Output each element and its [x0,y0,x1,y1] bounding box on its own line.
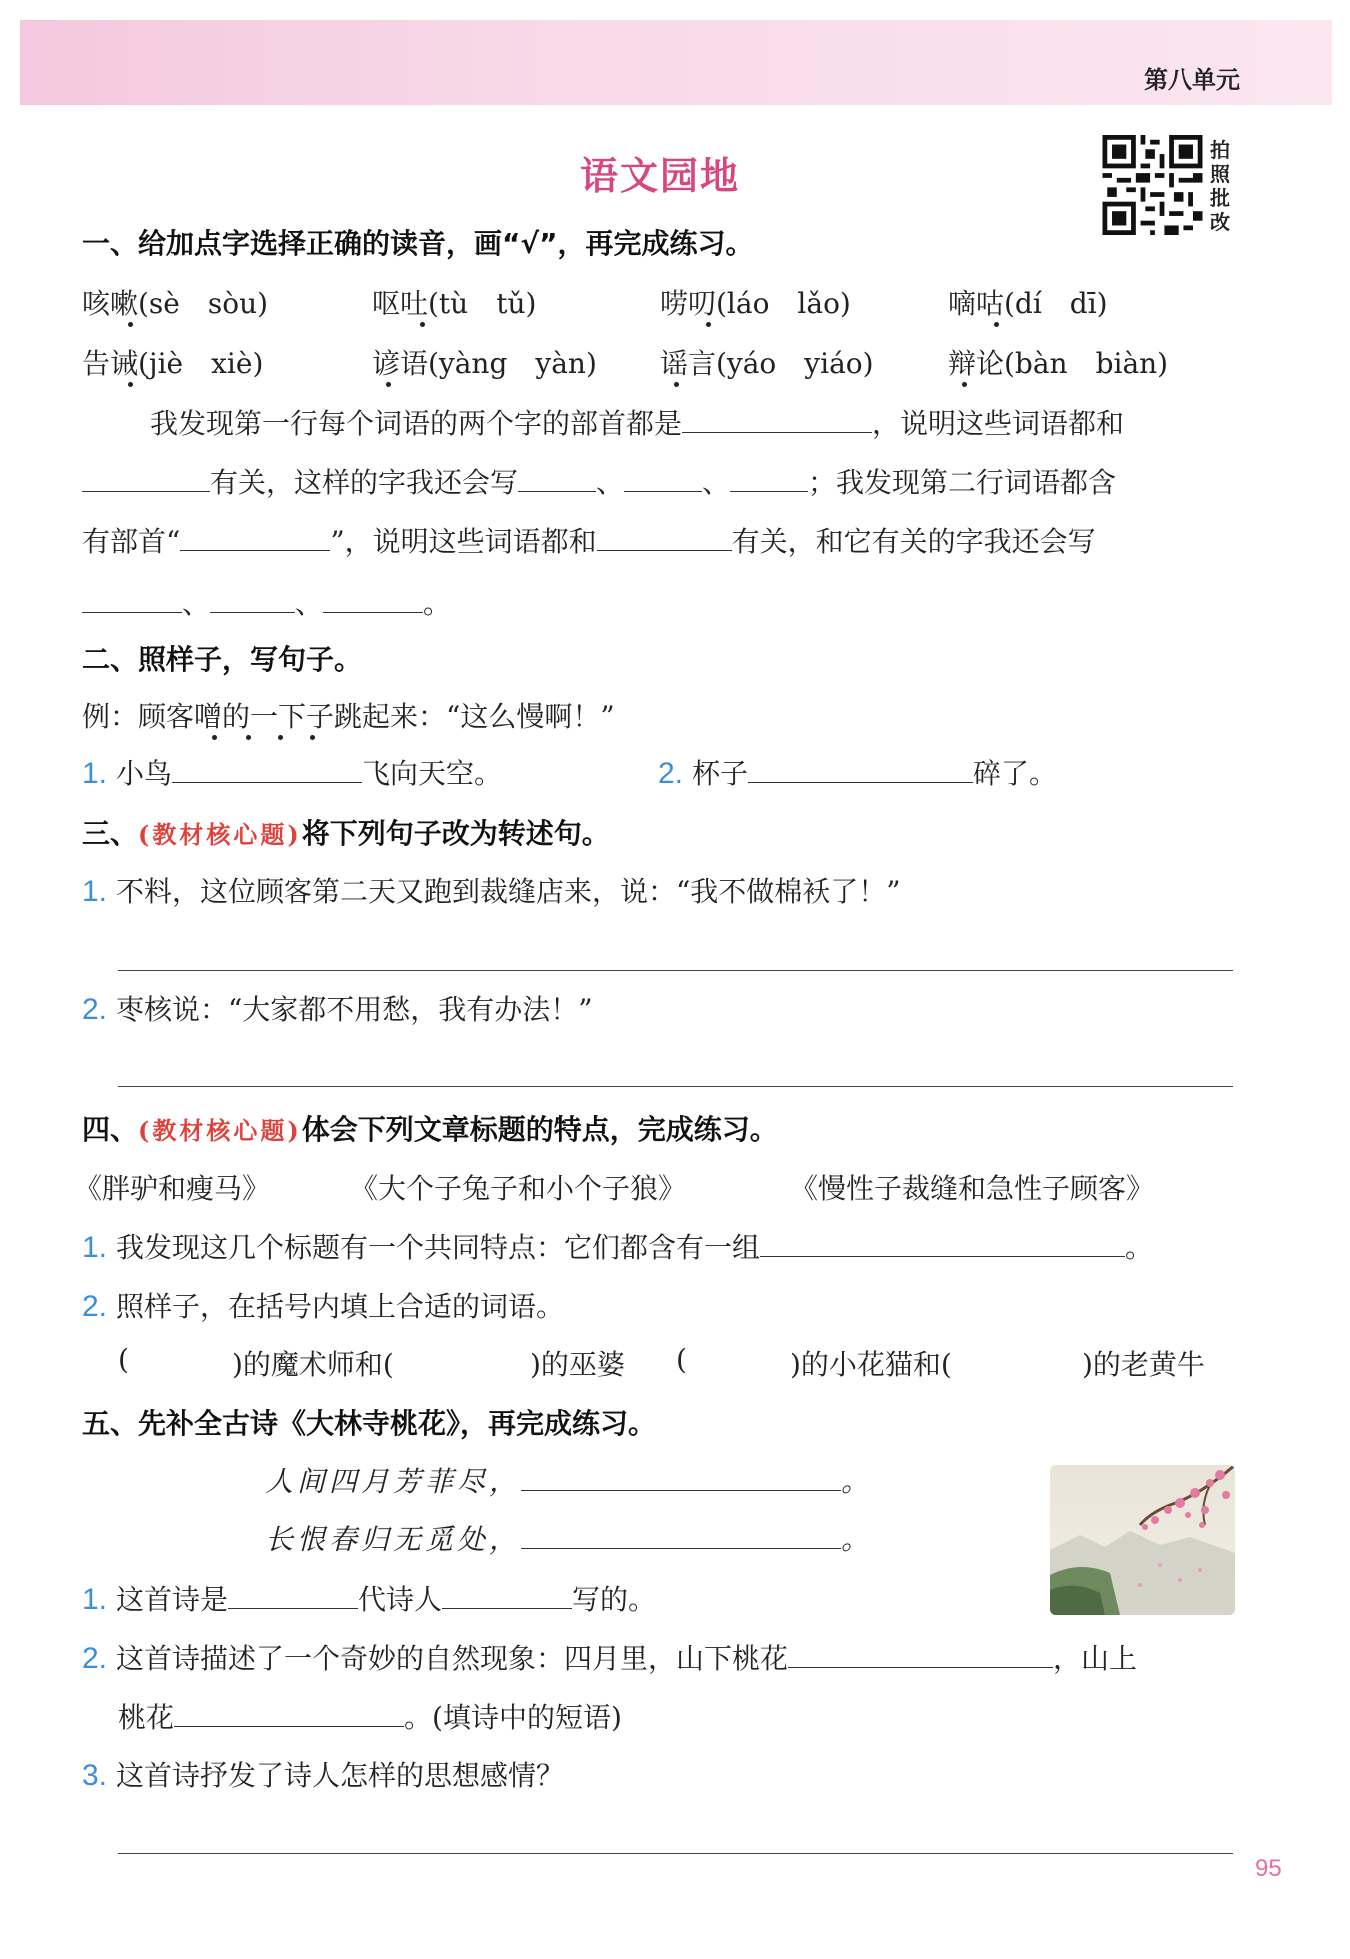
answer-blank[interactable] [682,431,872,433]
pinyin-item[interactable]: 辩论(bàn biàn) [948,347,1169,380]
answer-blank[interactable] [172,781,362,783]
article-title: 《胖驴和瘦马》 [74,1172,271,1205]
answer-blank[interactable] [82,611,182,613]
answer-blank[interactable] [228,1607,358,1609]
bracket-phrase: )的巫婆 [530,1348,625,1381]
question-line: 3. 这首诗抒发了诗人怎样的思想感情？ [82,1759,564,1792]
answer-blank[interactable] [323,611,423,613]
bracket-phrase: )的魔术师和( [232,1348,394,1381]
qr-label: 拍 照 批 改 [1210,138,1230,234]
article-title: 《慢性子裁缝和急性子顾客》 [790,1172,1155,1205]
answer-blank[interactable] [82,490,210,492]
header-band [20,20,1332,105]
peach-blossom-illustration [1050,1465,1235,1615]
emphasis-dot [386,382,391,387]
bracket-phrase: ( [676,1343,687,1376]
answer-blank[interactable] [180,549,330,551]
answer-blank[interactable] [748,781,973,783]
answer-blank[interactable] [442,1607,572,1609]
emphasis-dot [212,735,217,740]
question-line: 1. 我发现这几个标题有一个共同特点：它们都含有一组 。 [82,1231,1153,1264]
section-1-heading: 一、给加点字选择正确的读音，画“√”，再完成练习。 [82,227,754,260]
example-sentence: 例：顾客噌的一下子跳起来：“这么慢啊！” [82,700,615,733]
emphasis-dot [128,382,133,387]
paragraph-line: 我发现第一行每个词语的两个字的部首都是 ，说明这些词语都和 [150,407,1125,440]
page-number: 95 [1255,1855,1282,1882]
bracket-phrase: )的老黄牛 [1082,1348,1205,1381]
poem-line: 人间四月芳菲尽， 。 [265,1465,874,1498]
question-line: 2. 枣核说：“大家都不用愁，我有办法！” [82,993,593,1026]
paragraph-line: 有部首“ ”，说明这些词语都和 有关，和它有关的字我还会写 [82,525,1096,558]
pinyin-item[interactable]: 咳嗽(sè sòu) [82,287,269,320]
emphasis-dot [674,382,679,387]
poem-line: 长恨春归无觅处， 。 [265,1523,874,1556]
answer-blank[interactable] [597,549,732,551]
answer-blank[interactable] [174,1725,404,1727]
pinyin-item[interactable]: 谣言(yáo yiáo) [660,347,874,380]
emphasis-dot [310,735,315,740]
qr-code-icon[interactable] [1100,135,1205,235]
section-4-heading: 四、(教材核心题)体会下列文章标题的特点，完成练习。 [82,1113,778,1146]
emphasis-dot [278,735,283,740]
section-5-heading: 五、先补全古诗《大林寺桃花》，再完成练习。 [82,1407,657,1440]
pinyin-item[interactable]: 嘀咕(dí dī) [948,287,1108,320]
answer-line[interactable] [118,1086,1233,1087]
unit-label: 第八单元 [1144,67,1240,94]
emphasis-dot [962,382,967,387]
answer-line[interactable] [118,1853,1233,1854]
emphasis-dot [994,322,999,327]
answer-blank[interactable] [624,490,702,492]
article-title: 《大个子兔子和小个子狼》 [350,1172,687,1205]
bracket-phrase: )的小花猫和( [790,1348,952,1381]
section-2-heading: 二、照样子，写句子。 [82,643,363,676]
question-line: 2. 照样子，在括号内填上合适的词语。 [82,1290,564,1323]
answer-blank[interactable] [521,1547,841,1549]
question-line: 1. 小鸟 飞向天空。 [82,757,502,790]
pinyin-item[interactable]: 呕吐(tù tǔ) [372,287,537,320]
answer-blank[interactable] [518,490,596,492]
bracket-phrase: ( [118,1343,129,1376]
question-line: 2. 杯子 碎了。 [658,757,1057,790]
emphasis-dot [246,735,251,740]
answer-blank[interactable] [521,1489,841,1491]
answer-blank[interactable] [760,1255,1125,1257]
answer-blank[interactable] [730,490,808,492]
question-line: 1. 不料，这位顾客第二天又跑到裁缝店来，说：“我不做棉袄了！” [82,875,901,908]
pinyin-item[interactable]: 唠叨(láo lǎo) [660,287,851,320]
emphasis-dot [420,322,425,327]
pinyin-item[interactable]: 谚语(yàng yàn) [372,347,597,380]
question-line: 桃花 。(填诗中的短语) [118,1701,622,1734]
page-title: 语文园地 [579,154,740,198]
answer-blank[interactable] [210,611,295,613]
emphasis-dot [128,322,133,327]
question-line: 2. 这首诗描述了一个奇妙的自然现象：四月里，山下桃花 ，山上 [82,1642,1137,1675]
question-line: 1. 这首诗是 代诗人 写的。 [82,1583,656,1616]
answer-line[interactable] [118,970,1233,971]
emphasis-dot [706,322,711,327]
section-3-heading: 三、(教材核心题)将下列句子改为转述句。 [82,817,610,850]
answer-blank[interactable] [788,1666,1053,1668]
paragraph-line: 、 、 。 [82,582,451,622]
pinyin-item[interactable]: 告诫(jiè xiè) [82,347,264,380]
paragraph-line: 有关，这样的字我还会写 、 、 ；我发现第二行词语都含 [82,461,1116,501]
